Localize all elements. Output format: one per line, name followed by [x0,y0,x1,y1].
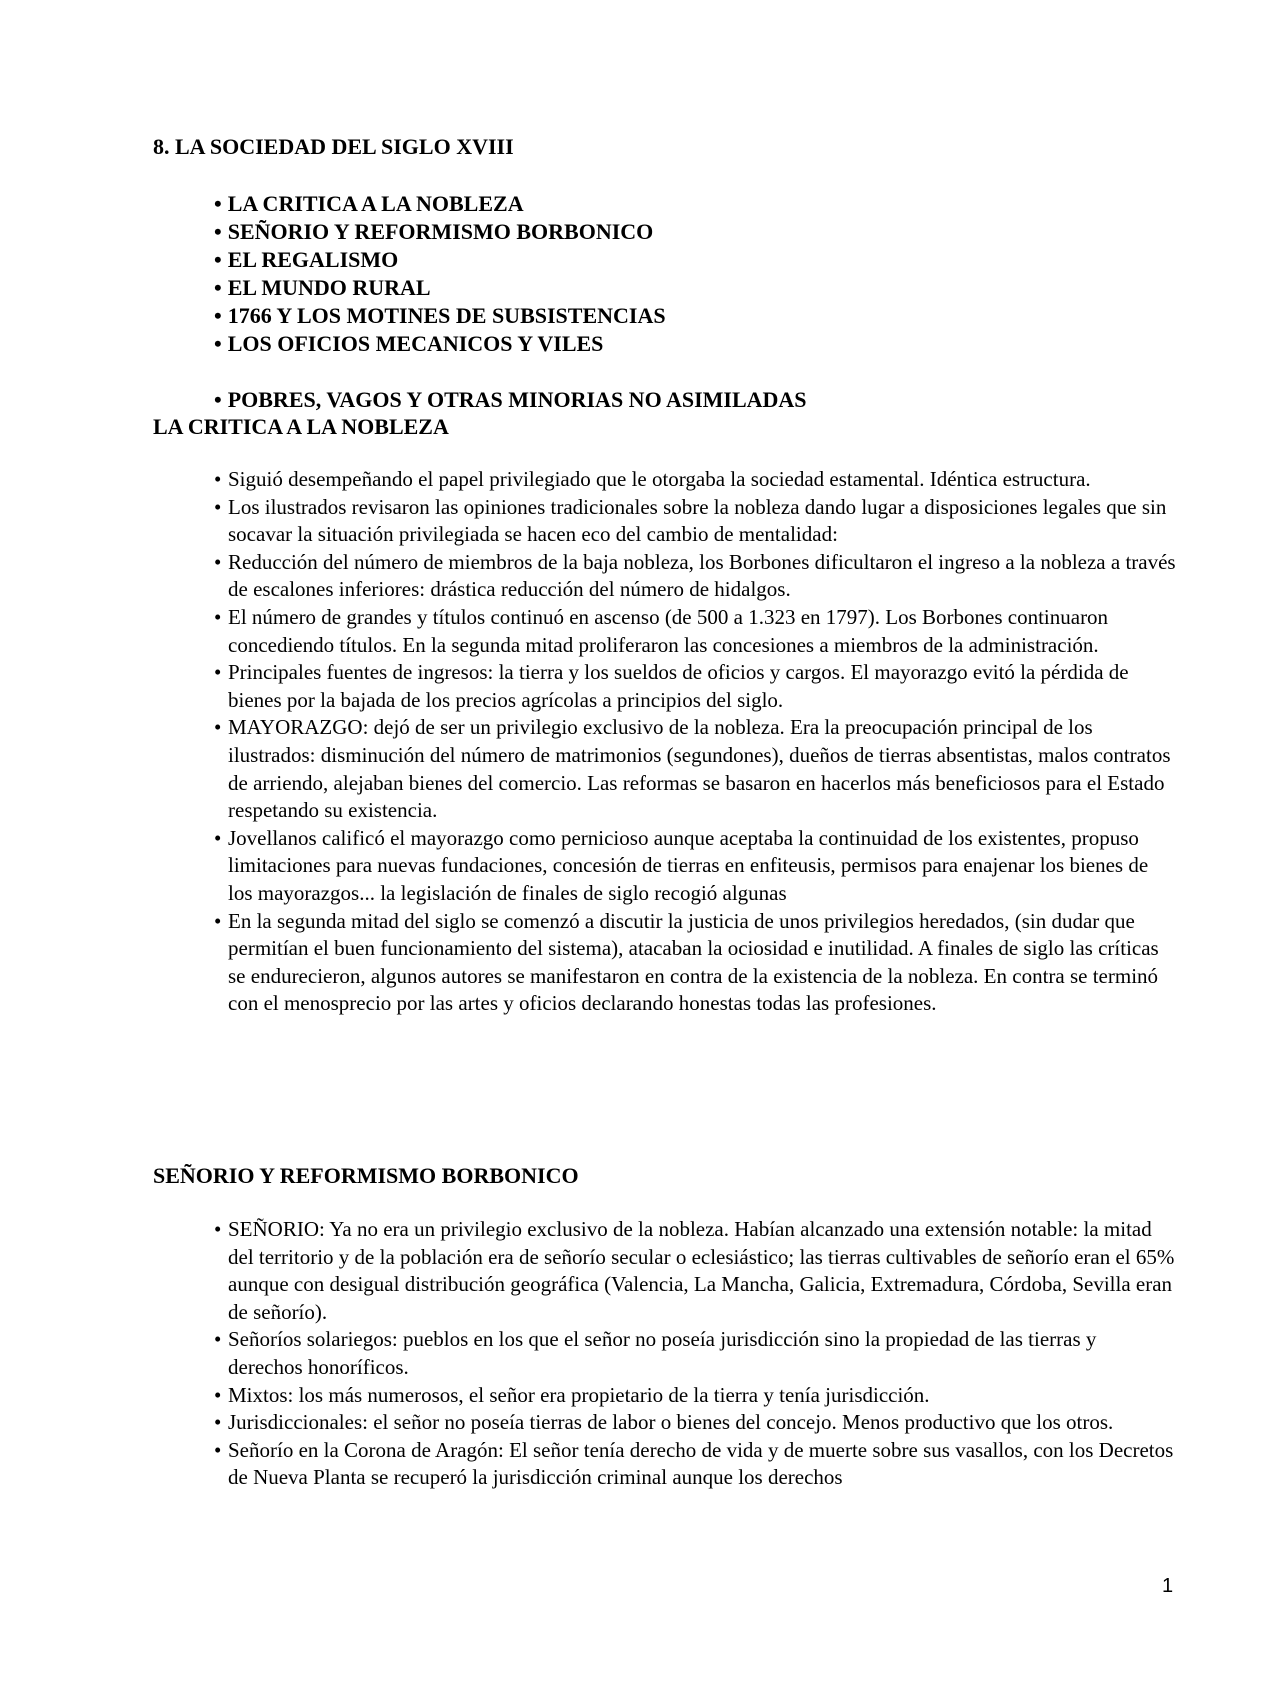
section-heading-senorio: SEÑORIO Y REFORMISMO BORBONICO [153,1163,579,1188]
toc-item: • 1766 Y LOS MOTINES DE SUBSISTENCIAS [214,302,807,330]
toc-item: • POBRES, VAGOS Y OTRAS MINORIAS NO ASIMILADAS [214,386,807,414]
list-item: • En la segunda mitad del siglo se comenzó a discutir la justicia de unos privilegios heredados, (sin dudar que permitían el buen funcionamiento del sistema), atacaban la ociosidad e inutilidad. A finales de siglo las críticas se endurecieron, algunos autores se manifestaron en contra de la existencia de la nobleza. En contra se terminó con el menosprecio por las artes y oficios declarando honestas todas las profesiones. [214,908,1176,1018]
list-item: • Jovellanos calificó el mayorazgo como pernicioso aunque aceptaba la continuidad de los existentes, propuso limitaciones para nuevas fundaciones, concesión de tierras en enfiteusis, permisos para enajenar los bienes de los mayorazgos... la legislación de finales de siglo recogió algunas [214,825,1176,908]
list-item: • Siguió desempeñando el papel privilegiado que le otorgaba la sociedad estamental. Idéntica estructura. [214,466,1176,494]
section-heading-critica-nobleza: LA CRITICA A LA NOBLEZA [153,414,449,439]
list-item: • Señoríos solariegos: pueblos en los que el señor no poseía jurisdicción sino la propiedad de las tierras y derechos honoríficos. [214,1326,1176,1381]
toc-item: • SEÑORIO Y REFORMISMO BORBONICO [214,218,807,246]
section-bullets-senorio [214,1216,1176,1492]
page-number: 1 [1162,1575,1174,1597]
list-item: • Señorío en la Corona de Aragón: El señor tenía derecho de vida y de muerte sobre sus vasallos, con los Decretos de Nueva Planta se recuperó la jurisdicción criminal aunque los derechos [214,1437,1176,1492]
toc-item: • LOS OFICIOS MECANICOS Y VILES [214,330,807,358]
list-item: • Los ilustrados revisaron las opiniones tradicionales sobre la nobleza dando lugar a disposiciones legales que sin socavar la situación privilegiada se hacen eco del cambio de mentalidad: [214,494,1176,549]
list-item: • Principales fuentes de ingresos: la tierra y los sueldos de oficios y cargos. El mayorazgo evitó la pérdida de bienes por la bajada de los precios agrícolas a principios del siglo. [214,659,1176,714]
toc-item: • EL MUNDO RURAL [214,274,807,302]
table-of-contents [214,190,807,414]
list-item: • Mixtos: los más numerosos, el señor era propietario de la tierra y tenía jurisdicción. [214,1382,1176,1410]
list-item: • SEÑORIO: Ya no era un privilegio exclusivo de la nobleza. Habían alcanzado una extensión notable: la mitad del territorio y de la población era de señorío secular o eclesiástico; las tierras cultivables de señorío eran el 65% aunque con desigual distribución geográfica (Valencia, La Mancha, Galicia, Extremadura, Córdoba, Sevilla eran de señorío). [214,1216,1176,1326]
list-item: • MAYORAZGO: dejó de ser un privilegio exclusivo de la nobleza. Era la preocupación principal de los ilustrados: disminución del número de matrimonios (segundones), dueños de tierras absentistas, malos contratos de arriendo, alejaban bienes del comercio. Las reformas se basaron en hacerlos más beneficiosos para el Estado respetando su existencia. [214,714,1176,824]
list-item: • Reducción del número de miembros de la baja nobleza, los Borbones dificultaron el ingreso a la nobleza a través de escalones inferiores: drástica reducción del número de hidalgos. [214,549,1176,604]
page-title: 8. LA SOCIEDAD DEL SIGLO XVIII [153,134,514,159]
toc-item: • LA CRITICA A LA NOBLEZA [214,190,807,218]
section-bullets-critica-nobleza [214,466,1176,1018]
list-item: • El número de grandes y títulos continuó en ascenso (de 500 a 1.323 en 1797). Los Borbones continuaron concediendo títulos. En la segunda mitad proliferaron las concesiones a miembros de la administración. [214,604,1176,659]
list-item: • Jurisdiccionales: el señor no poseía tierras de labor o bienes del concejo. Menos productivo que los otros. [214,1409,1176,1437]
toc-item: • EL REGALISMO [214,246,807,274]
